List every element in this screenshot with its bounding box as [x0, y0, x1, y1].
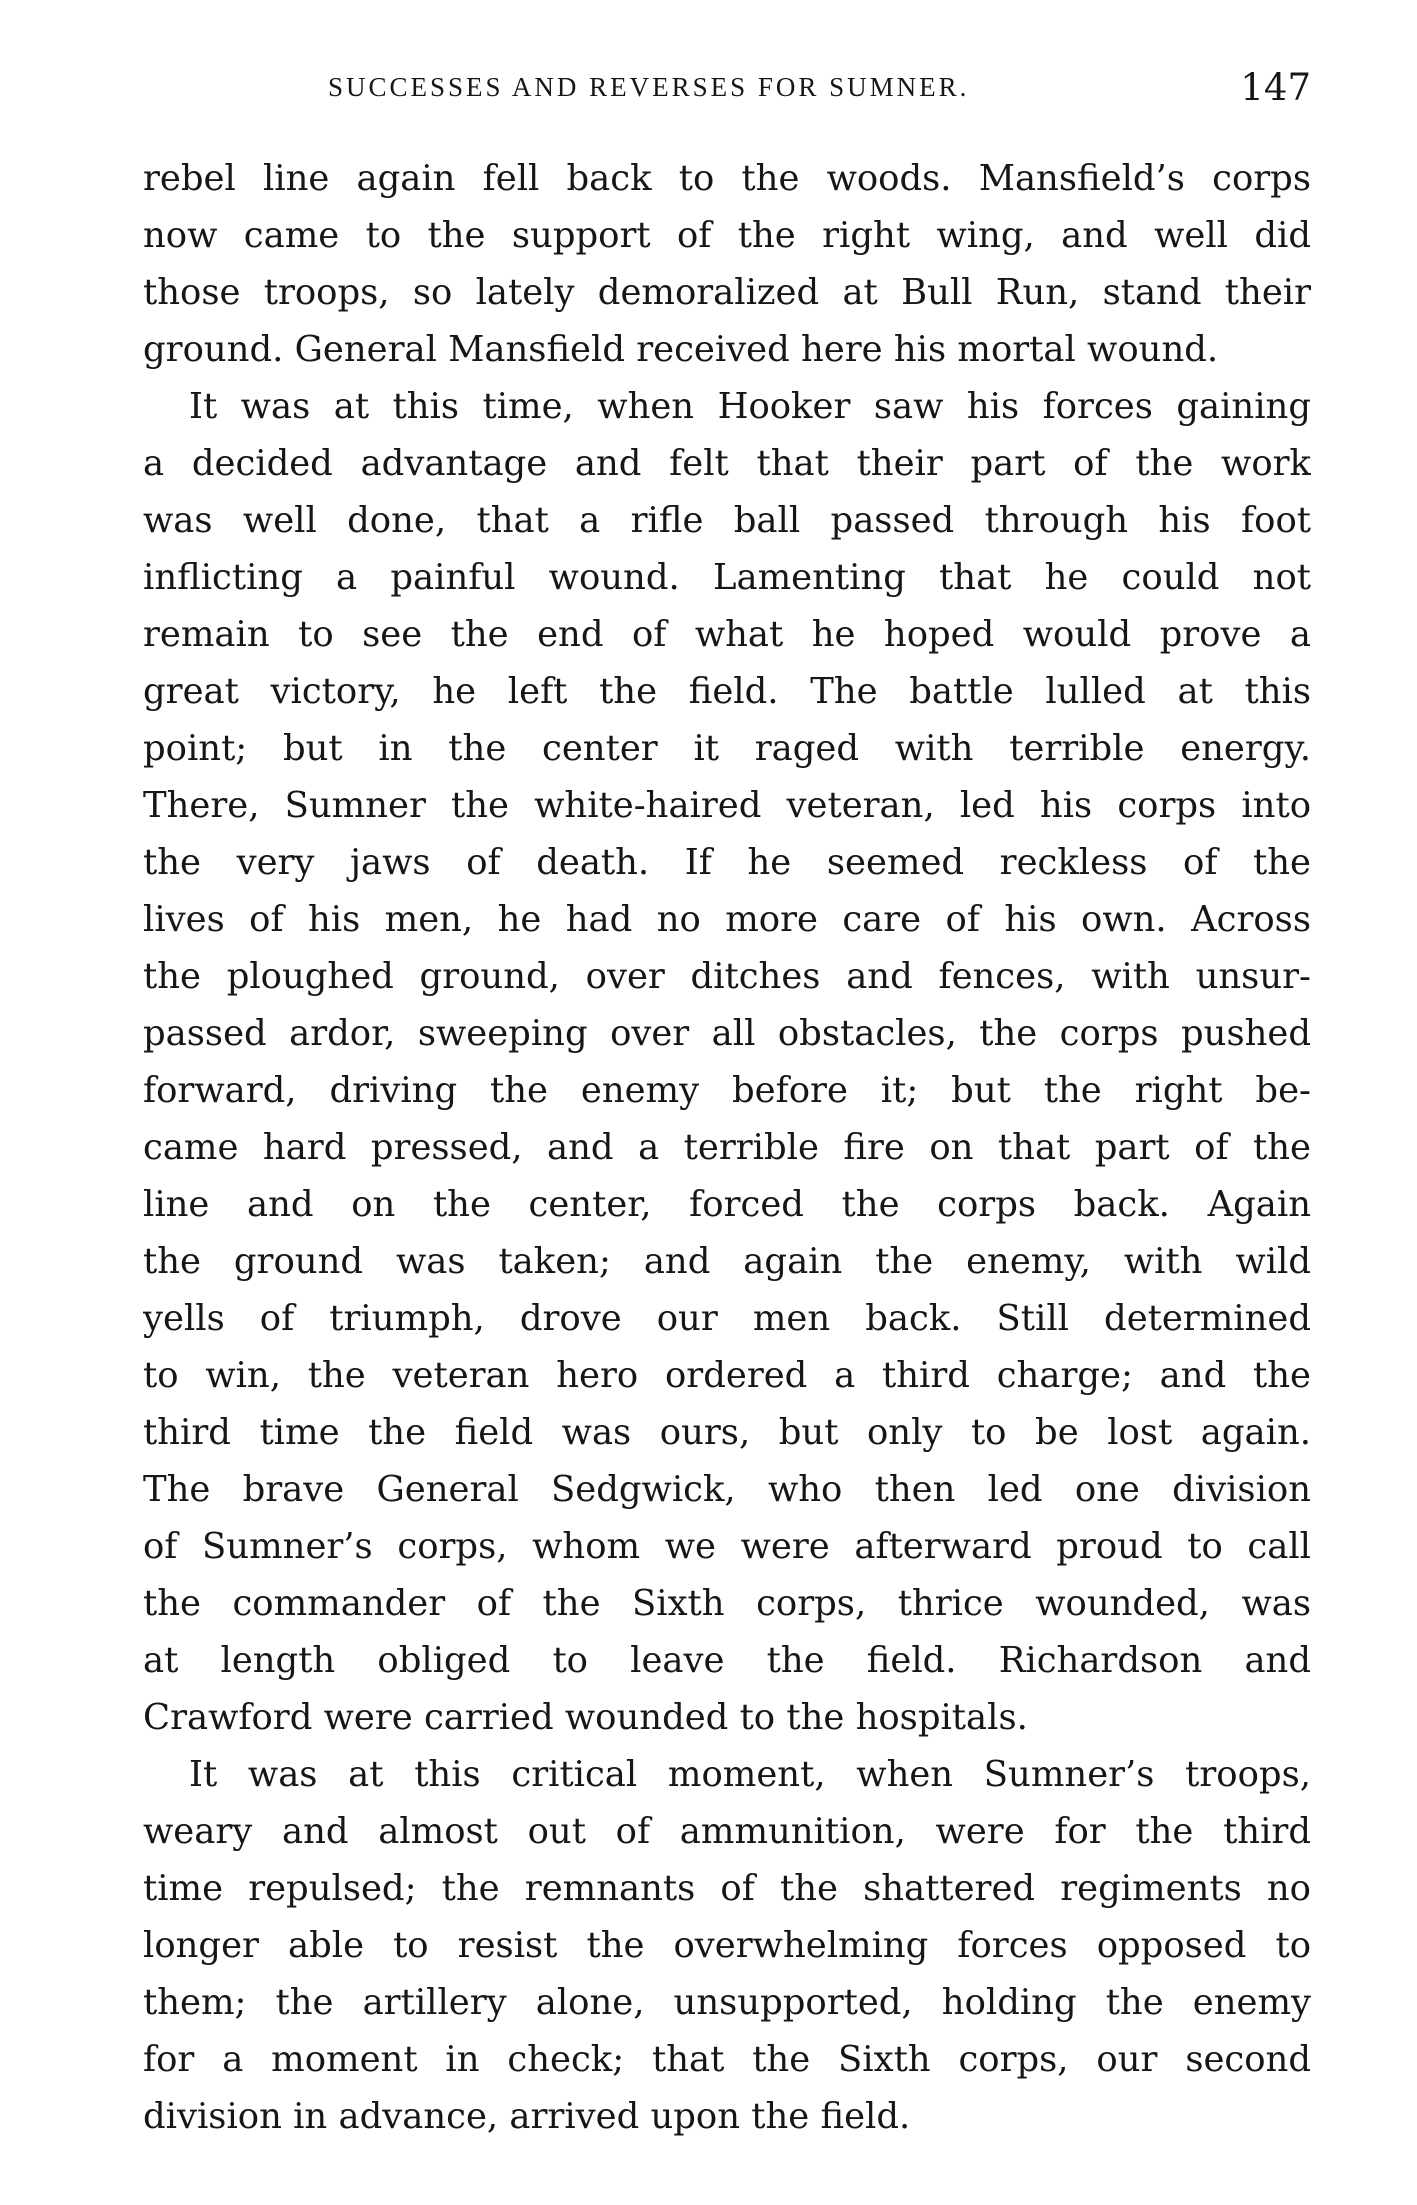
body-text — [143, 150, 1311, 2145]
text-line: rebel line again fell back to the woods. Mansfield’s corps — [143, 158, 1311, 199]
text-line: the ground was taken; and again the enemy, with wild — [143, 1241, 1311, 1282]
text-line: of Sumner’s corps, whom we were afterward proud to call — [143, 1526, 1311, 1567]
text-line: at length obliged to leave the field. Richardson and — [143, 1640, 1311, 1681]
running-head — [143, 66, 1311, 114]
text-line: The brave General Sedgwick, who then led one division — [143, 1469, 1311, 1510]
running-title: SUCCESSES AND REVERSES FOR SUMNER. — [328, 72, 970, 102]
text-line: point; but in the center it raged with terrible energy. — [143, 728, 1311, 769]
text-line: longer able to resist the overwhelming forces opposed to — [143, 1925, 1311, 1966]
text-line: for a moment in check; that the Sixth corps, our second — [143, 2039, 1311, 2080]
text-line: passed ardor, sweeping over all obstacles, the corps pushed — [143, 1013, 1311, 1054]
text-line: forward, driving the enemy before it; but the right be- — [143, 1070, 1311, 1111]
text-line: weary and almost out of ammunition, were for the third — [143, 1811, 1311, 1852]
text-line: Crawford were carried wounded to the hospitals. — [143, 1697, 1028, 1738]
text-line: There, Sumner the white-haired veteran, led his corps into — [143, 785, 1311, 826]
text-line: those troops, so lately demoralized at Bull Run, stand their — [143, 272, 1311, 313]
text-line: division in advance, arrived upon the field. — [143, 2096, 911, 2137]
text-line: now came to the support of the right wing, and well did — [143, 215, 1311, 256]
text-line: ground. General Mansfield received here his mortal wound. — [143, 329, 1219, 370]
text-line: the commander of the Sixth corps, thrice wounded, was — [143, 1583, 1311, 1624]
text-line: time repulsed; the remnants of the shattered regiments no — [143, 1868, 1311, 1909]
text-line: to win, the veteran hero ordered a third charge; and the — [143, 1355, 1311, 1396]
text-line: third time the field was ours, but only to be lost again. — [143, 1412, 1311, 1453]
text-line: It was at this time, when Hooker saw his forces gaining — [189, 386, 1311, 427]
text-line: lives of his men, he had no more care of his own. Across — [143, 899, 1311, 940]
text-line: them; the artillery alone, unsupported, holding the enemy — [143, 1982, 1311, 2023]
text-line: a decided advantage and felt that their part of the work — [143, 443, 1311, 484]
text-line: great victory, he left the field. The battle lulled at this — [143, 671, 1311, 712]
paragraph-2 — [143, 378, 1311, 1746]
text-line: remain to see the end of what he hoped would prove a — [143, 614, 1311, 655]
text-line: inflicting a painful wound. Lamenting that he could not — [143, 557, 1311, 598]
page-number: 147 — [1240, 66, 1311, 109]
text-line: was well done, that a rifle ball passed through his foot — [143, 500, 1311, 541]
text-line: line and on the center, forced the corps back. Again — [143, 1184, 1311, 1225]
text-line: came hard pressed, and a terrible fire on that part of the — [143, 1127, 1311, 1168]
paragraph-1 — [143, 150, 1311, 378]
text-line: the ploughed ground, over ditches and fences, with unsur- — [143, 956, 1311, 997]
text-line: the very jaws of death. If he seemed reckless of the — [143, 842, 1311, 883]
text-line: yells of triumph, drove our men back. Still determined — [143, 1298, 1311, 1339]
paragraph-3 — [143, 1746, 1311, 2145]
text-line: It was at this critical moment, when Sumner’s troops, — [189, 1754, 1311, 1795]
